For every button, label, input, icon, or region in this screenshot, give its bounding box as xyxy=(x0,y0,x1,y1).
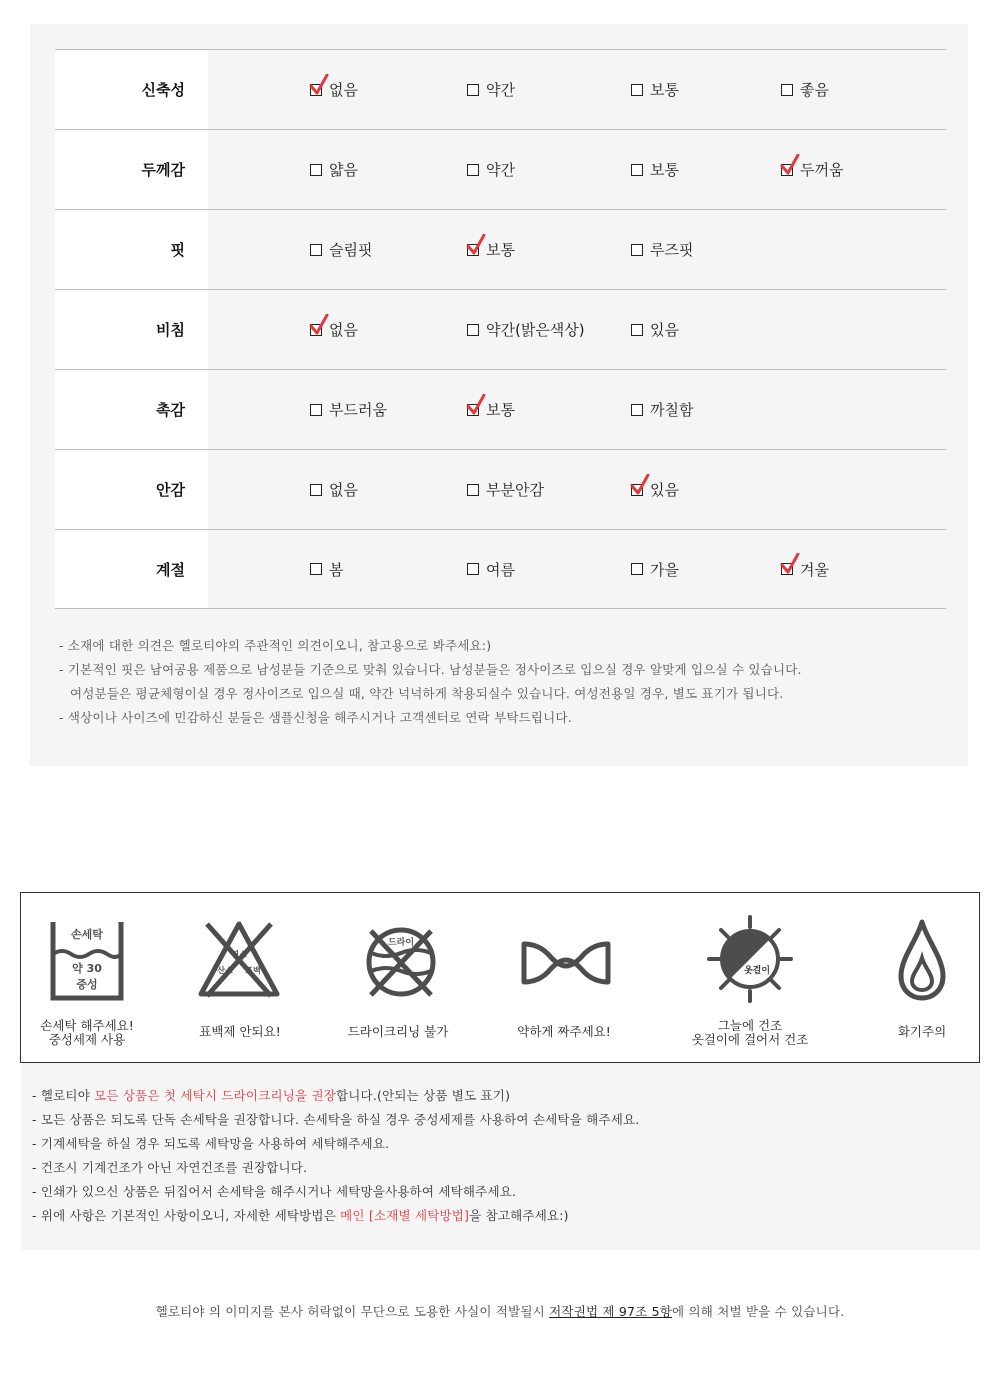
option-label: 없음 xyxy=(329,481,358,499)
attribute-option xyxy=(467,290,585,369)
wash-note-text: 합니다.(안되는 상품 별도 표기) xyxy=(336,1088,511,1103)
checkbox-icon xyxy=(467,324,479,336)
no-dryclean-caption xyxy=(348,1025,449,1039)
option-label: 보통 xyxy=(486,401,515,419)
shade-dry-caption xyxy=(692,1019,809,1047)
shade-dry-label: 옷걸이 xyxy=(743,966,771,976)
checkbox-icon xyxy=(631,244,643,256)
caption-line: 옷걸이에 걸어서 건조 xyxy=(691,1032,809,1047)
attribute-option xyxy=(631,450,679,529)
caption-line: 드라이크리닝 불가 xyxy=(347,1024,449,1039)
note-line: - 색상이나 사이즈에 민감하신 분들은 샘플신청을 해주시거나 고객센터로 연락 부탁드립니다. xyxy=(59,710,572,725)
checkbox-icon xyxy=(631,563,643,575)
check-mark-icon xyxy=(466,234,486,256)
wash-note-line: - 인쇄가 있으신 상품은 뒤집어서 손세탁을 해주시거나 세탁망을사용하여 세탁해주세요. xyxy=(32,1184,517,1199)
handwash-caption xyxy=(40,1019,134,1047)
option-label: 좋음 xyxy=(800,81,829,99)
care-instructions-box xyxy=(20,892,980,1063)
option-label: 있음 xyxy=(650,321,679,339)
attribute-label: 신축성 xyxy=(55,50,208,129)
attribute-option xyxy=(310,370,387,449)
note-line: - 소재에 대한 의견은 헬로티야의 주관적인 의견이오니, 참고용으로 봐주세요:) xyxy=(59,638,492,653)
fire-caption xyxy=(898,1025,946,1039)
wring-caption xyxy=(517,1025,611,1039)
option-label: 슬림핏 xyxy=(329,241,373,259)
attribute-label: 계절 xyxy=(55,530,208,608)
attribute-option xyxy=(310,530,344,608)
checkbox-icon xyxy=(631,404,643,416)
checked-checkbox-icon xyxy=(467,404,479,416)
checkbox-icon xyxy=(467,484,479,496)
caption-line: 표백제 안되요! xyxy=(199,1024,281,1039)
attribute-option xyxy=(467,530,515,608)
attribute-options xyxy=(208,530,946,608)
checked-checkbox-icon xyxy=(631,484,643,496)
checked-checkbox-icon xyxy=(781,164,793,176)
attribute-option xyxy=(310,50,358,129)
check-mark-icon xyxy=(309,314,329,336)
checked-checkbox-icon xyxy=(781,563,793,575)
washing-notes-panel xyxy=(21,1063,980,1250)
handwash-temp-label: 약 30 xyxy=(72,962,102,975)
attribute-row xyxy=(55,50,946,130)
option-label: 보통 xyxy=(650,81,679,99)
checkbox-icon xyxy=(631,324,643,336)
checked-checkbox-icon xyxy=(467,244,479,256)
option-label: 없음 xyxy=(329,321,358,339)
no-bleach-caption xyxy=(199,1025,280,1039)
check-mark-icon xyxy=(630,474,650,496)
option-label: 보통 xyxy=(486,241,515,259)
checkbox-icon xyxy=(631,164,643,176)
copyright-notice xyxy=(0,1302,1000,1320)
checkbox-icon xyxy=(467,563,479,575)
attribute-options xyxy=(208,210,946,289)
checkbox-icon xyxy=(310,164,322,176)
attribute-option xyxy=(781,530,829,608)
option-label: 겨울 xyxy=(800,560,829,579)
wash-note-line: - 건조시 기계건조가 아닌 자연건조를 권장합니다. xyxy=(32,1160,308,1175)
caption-line: 중성세제 사용 xyxy=(48,1032,126,1047)
option-label: 약간 xyxy=(486,81,515,99)
attribute-row xyxy=(55,370,946,450)
wring-icon xyxy=(520,938,612,988)
check-mark-icon xyxy=(309,74,329,96)
attribute-option xyxy=(310,210,372,289)
checked-checkbox-icon xyxy=(310,324,322,336)
checkbox-icon xyxy=(467,164,479,176)
checkbox-icon xyxy=(631,84,643,96)
option-label: 얇음 xyxy=(329,161,358,179)
attribute-row xyxy=(55,130,946,210)
wash-note-line xyxy=(32,1084,639,1108)
option-label: 약간 xyxy=(486,161,515,179)
option-label: 루즈핏 xyxy=(650,241,694,259)
copyright-text: 헬로티야 의 이미지를 본사 허락없이 무단으로 도용한 사실이 적발될시 xyxy=(155,1304,550,1319)
bleach-label-left: 산소 xyxy=(217,966,233,975)
wash-note-text: - 위에 사항은 기본적인 사항이오니, 자세한 세탁방법은 xyxy=(32,1208,341,1223)
checkbox-icon xyxy=(310,484,322,496)
option-label: 부분안감 xyxy=(486,481,544,499)
bleach-label-top: 염소 xyxy=(231,950,247,959)
fabric-attributes-panel xyxy=(30,24,968,766)
attribute-row xyxy=(55,530,946,609)
note-line: - 기본적인 핏은 남여공용 제품으로 남성분들 기준으로 맞춰 있습니다. 남성분들은 정사이즈로 입으실 경우 알맞게 입으실 수 있습니다. xyxy=(59,662,802,677)
option-label: 부드러움 xyxy=(329,401,387,419)
checkbox-icon xyxy=(467,84,479,96)
option-label: 여름 xyxy=(486,560,515,579)
option-label: 보통 xyxy=(650,161,679,179)
checkbox-icon xyxy=(781,84,793,96)
attribute-option xyxy=(310,290,358,369)
wash-note-highlight: 모든 상품은 첫 세탁시 드라이크리닝을 권장 xyxy=(94,1088,336,1103)
check-mark-icon xyxy=(780,553,800,575)
fabric-attributes-table xyxy=(55,49,946,609)
attribute-options xyxy=(208,290,946,369)
note-line: 여성분들은 평균체형이실 경우 정사이즈로 입으실 때, 약간 넉넉하게 착용되실수 있습니다. 여성전용일 경우, 별도 표기가 됩니다. xyxy=(70,686,784,701)
wash-note-text: 을 참고해주세요:) xyxy=(469,1208,569,1223)
fabric-notes xyxy=(59,634,939,730)
option-label: 없음 xyxy=(329,81,358,99)
attribute-option xyxy=(467,450,544,529)
checkbox-icon xyxy=(310,244,322,256)
caption-line: 화기주의 xyxy=(897,1024,947,1039)
check-mark-icon xyxy=(780,154,800,176)
attribute-option xyxy=(631,530,679,608)
attribute-option xyxy=(781,50,829,129)
option-label: 두꺼움 xyxy=(800,161,844,179)
checkbox-icon xyxy=(310,563,322,575)
no-dryclean-icon xyxy=(361,923,441,1001)
copyright-law-reference: 저작권법 제 97조 5항 xyxy=(549,1304,673,1319)
attribute-options xyxy=(208,450,946,529)
attribute-label: 핏 xyxy=(55,210,208,289)
option-label: 봄 xyxy=(329,560,344,579)
attribute-option xyxy=(310,450,358,529)
wash-note-text: - 헬로티야 xyxy=(32,1088,95,1103)
attribute-option xyxy=(631,370,693,449)
attribute-label: 촉감 xyxy=(55,370,208,449)
caption-line: 손세탁 해주세요! xyxy=(40,1018,134,1033)
attribute-label: 안감 xyxy=(55,450,208,529)
bleach-label-right: 표백 xyxy=(245,966,261,975)
checked-checkbox-icon xyxy=(310,84,322,96)
check-mark-icon xyxy=(466,394,486,416)
attribute-option xyxy=(631,290,679,369)
handwash-detergent-label: 중성 xyxy=(76,978,98,991)
attribute-option xyxy=(467,210,515,289)
washing-notes xyxy=(32,1084,639,1228)
shade-dry-icon xyxy=(707,915,793,1003)
attribute-option xyxy=(631,210,693,289)
attribute-label: 두께감 xyxy=(55,130,208,209)
attribute-option xyxy=(467,130,515,209)
wash-note-line: - 기계세탁을 하실 경우 되도록 세탁망을 사용하여 세탁해주세요. xyxy=(32,1136,390,1151)
attribute-label: 비침 xyxy=(55,290,208,369)
checkbox-icon xyxy=(310,404,322,416)
attribute-row xyxy=(55,290,946,370)
option-label: 있음 xyxy=(650,481,679,499)
handwash-top-label: 손세탁 xyxy=(71,928,103,941)
option-label: 가을 xyxy=(650,560,679,579)
wash-note-highlight: 메인 [소재별 세탁방법] xyxy=(340,1208,470,1223)
attribute-option xyxy=(310,130,358,209)
caption-line: 그늘에 건조 xyxy=(717,1018,783,1033)
wash-note-line: - 모든 상품은 되도록 단독 손세탁을 권장합니다. 손세탁을 하실 경우 중성세제를 사용하여 손세탁을 해주세요. xyxy=(32,1112,640,1127)
flame-icon xyxy=(897,918,947,1002)
attribute-option xyxy=(467,370,515,449)
attribute-option xyxy=(631,130,679,209)
attribute-option xyxy=(467,50,515,129)
attribute-options xyxy=(208,130,946,209)
caption-line: 약하게 짜주세요! xyxy=(517,1024,611,1039)
attribute-row xyxy=(55,450,946,530)
copyright-text: 에 의해 처벌 받을 수 있습니다. xyxy=(672,1304,845,1319)
attribute-options xyxy=(208,370,946,449)
option-label: 까칠함 xyxy=(650,401,694,419)
attribute-option xyxy=(781,130,843,209)
no-bleach-icon xyxy=(197,920,281,1000)
handwash-icon xyxy=(49,920,125,1002)
wash-note-line xyxy=(32,1204,639,1228)
attribute-options xyxy=(208,50,946,129)
attribute-row xyxy=(55,210,946,290)
dryclean-label: 드라이 xyxy=(387,938,415,948)
option-label: 약간(밝은색상) xyxy=(486,321,585,339)
attribute-option xyxy=(631,50,679,129)
